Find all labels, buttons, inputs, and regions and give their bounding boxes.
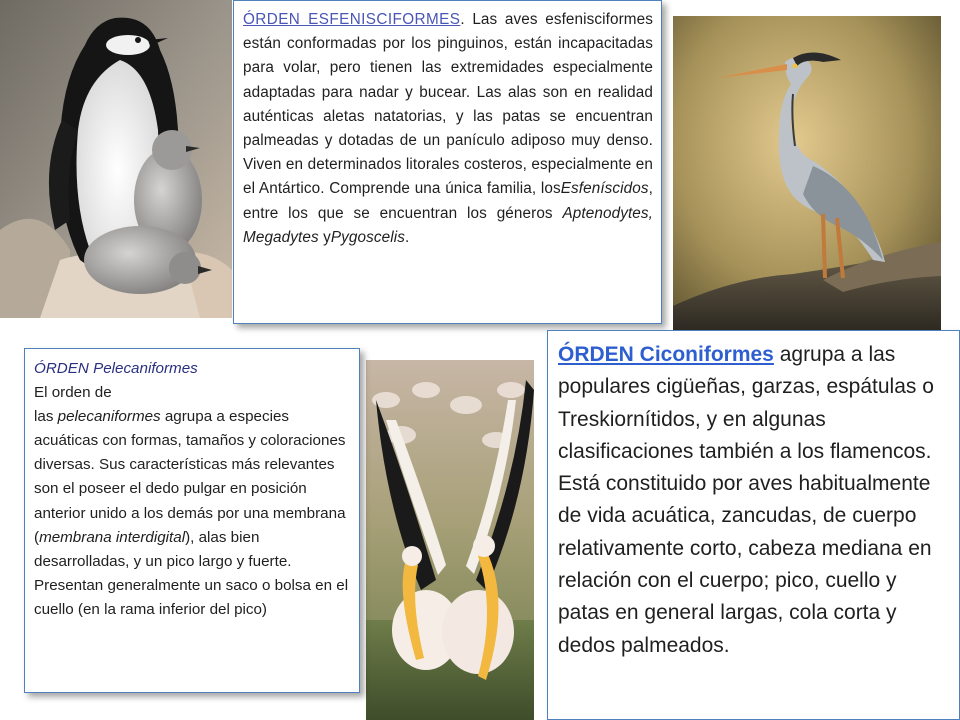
- pelican-photo: [366, 360, 534, 720]
- pelican-order-title: ÓRDEN Pelecaniformes: [34, 360, 198, 377]
- penguin-genera-intro: , entre los que se encuentran los géneros: [243, 180, 653, 222]
- pelican-body-2: ), alas bien desarrolladas, y un pico largo y fuerte. Presentan generalmente un saco o bolsa en el cuello (en la rama inferior del pico): [34, 528, 349, 618]
- stork-order-textbox: [547, 330, 960, 720]
- pelican-italic-name: pelecaniformes: [57, 408, 161, 426]
- stork-order-title-link[interactable]: ÓRDEN Ciconiformes: [558, 343, 774, 366]
- penguin-order-title-link[interactable]: ÓRDEN ESFENISCIFORMES: [243, 11, 461, 28]
- pelican-order-textbox: [24, 348, 360, 693]
- penguin-genus-join: y: [318, 228, 331, 246]
- pelican-order-line1: El orden de: [34, 384, 112, 402]
- pelican-order-body: [34, 405, 349, 622]
- stork-order-body: agrupa a las populares cigüeñas, garzas, espátulas o Treskiornítidos, y en algunas clasificaciones también a los flamencos. Está constituido por aves habitualmente de vida acuática, zancudas, de cuerpo relativamente corto, cabeza mediana en relación con el cuerpo; pico, cuello y patas en general largas, cola corta y dedos palmeados.: [558, 343, 934, 657]
- penguin-order-textbox: [233, 0, 662, 324]
- pelican-las: las: [34, 408, 58, 426]
- heron-photo: [673, 16, 941, 330]
- penguin-genus-2: Megadytes: [243, 228, 319, 246]
- penguin-body-end: .: [404, 228, 410, 246]
- pelican-body-1: agrupa a especies acuáticas con formas, tamaños y coloraciones diversas. Sus características más relevantes son el poseer el dedo pulgar en posición anterior unido a los demás por una membrana (: [34, 408, 346, 546]
- penguin-genus-3: Pygoscelis: [330, 228, 405, 246]
- penguin-order-body: . Las aves esfenisciformes están conformadas por los pinguinos, están incapacitadas para volar, pero tienen las extremidades especialmente adaptadas para nadar y bucear. Las alas son en realidad auténticas aletas natatorias, y las patas se encuentran palmeadas y dotadas de un panículo adiposo muy denso. Viven en determinados litorales costeros, especialmente en el Antártico. Comprende una única familia, los: [243, 11, 653, 198]
- penguin-genus-1: Aptenodytes,: [562, 204, 653, 222]
- penguin-family-name: Esfeníscidos: [560, 180, 649, 198]
- pelican-membrane-term: membrana interdigital: [39, 528, 186, 546]
- penguin-photo: [0, 0, 232, 318]
